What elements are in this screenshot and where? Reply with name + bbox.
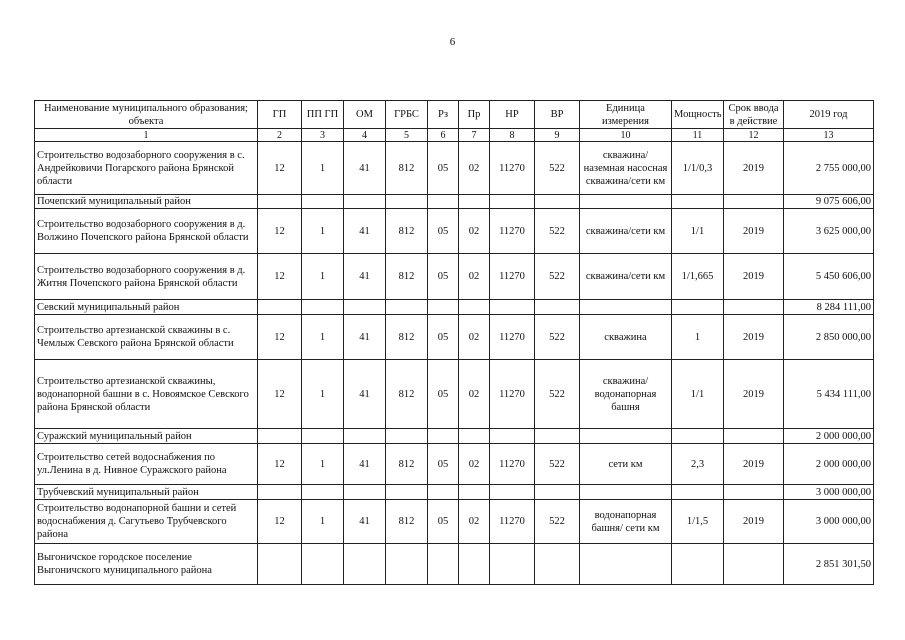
om-cell: 41 — [344, 444, 386, 485]
pr-cell: 02 — [459, 360, 490, 429]
vr-cell: 522 — [535, 209, 580, 254]
rz-cell: 05 — [428, 142, 459, 195]
amount-cell: 2 755 000,00 — [784, 142, 874, 195]
pr-cell: 02 — [459, 254, 490, 300]
object-name-cell: Суражский муниципальный район — [35, 429, 258, 444]
column-number: 4 — [344, 129, 386, 142]
column-number: 11 — [672, 129, 724, 142]
object-row — [35, 209, 874, 254]
district-row — [35, 195, 874, 209]
term-cell — [724, 429, 784, 444]
nr-cell: 11270 — [490, 444, 535, 485]
amount-cell: 3 625 000,00 — [784, 209, 874, 254]
term-cell: 2019 — [724, 444, 784, 485]
object-name-cell: Строительство водозаборного сооружения в д. Волжино Почепского района Брянской области — [35, 209, 258, 254]
column-number: 10 — [580, 129, 672, 142]
power-cell: 1/1 — [672, 209, 724, 254]
amount-cell: 8 284 111,00 — [784, 300, 874, 315]
rz-cell: 05 — [428, 254, 459, 300]
ppgp-cell — [302, 429, 344, 444]
unit-cell — [580, 544, 672, 585]
vr-cell — [535, 429, 580, 444]
rz-cell: 05 — [428, 315, 459, 360]
rz-cell — [428, 195, 459, 209]
nr-cell — [490, 544, 535, 585]
unit-cell — [580, 429, 672, 444]
term-cell: 2019 — [724, 142, 784, 195]
gp-cell — [258, 300, 302, 315]
om-cell: 41 — [344, 315, 386, 360]
header-unit: Единица измерения — [580, 101, 672, 129]
amount-cell: 3 000 000,00 — [784, 500, 874, 544]
unit-cell — [580, 195, 672, 209]
object-name-cell: Строительство водозаборного сооружения в с. Андрейковичи Погарского района Брянской области — [35, 142, 258, 195]
pr-cell — [459, 485, 490, 500]
pr-cell: 02 — [459, 209, 490, 254]
pr-cell — [459, 429, 490, 444]
power-cell — [672, 544, 724, 585]
grbs-cell: 812 — [386, 444, 428, 485]
grbs-cell: 812 — [386, 142, 428, 195]
object-name-cell: Севский муниципальный район — [35, 300, 258, 315]
pr-cell: 02 — [459, 500, 490, 544]
grbs-cell — [386, 195, 428, 209]
unit-cell: скважина/ водонапорная башня — [580, 360, 672, 429]
vr-cell — [535, 544, 580, 585]
budget-table — [34, 100, 874, 585]
amount-cell: 2 851 301,50 — [784, 544, 874, 585]
gp-cell — [258, 195, 302, 209]
grbs-cell — [386, 429, 428, 444]
om-cell — [344, 195, 386, 209]
object-name-cell: Строительство артезианской скважины, водонапорной башни в с. Новоямское Севского района Брянской области — [35, 360, 258, 429]
vr-cell: 522 — [535, 444, 580, 485]
header-grbs: ГРБС — [386, 101, 428, 129]
vr-cell: 522 — [535, 142, 580, 195]
ppgp-cell: 1 — [302, 142, 344, 195]
gp-cell: 12 — [258, 360, 302, 429]
rz-cell — [428, 485, 459, 500]
header-term: Срок ввода в действие — [724, 101, 784, 129]
power-cell — [672, 429, 724, 444]
object-name-cell: Строительство водонапорной башни и сетей водоснабжения д. Сагутьево Трубчевского района — [35, 500, 258, 544]
district-row — [35, 485, 874, 500]
gp-cell — [258, 485, 302, 500]
district-row — [35, 300, 874, 315]
header-name: Наименование муниципального образования; объекта — [35, 101, 258, 129]
object-name-cell: Строительство водозаборного сооружения в д. Житня Почепского района Брянской области — [35, 254, 258, 300]
vr-cell — [535, 485, 580, 500]
header-year: 2019 год — [784, 101, 874, 129]
header-nr: НР — [490, 101, 535, 129]
rz-cell: 05 — [428, 500, 459, 544]
column-number: 5 — [386, 129, 428, 142]
unit-cell: скважина/сети км — [580, 254, 672, 300]
grbs-cell: 812 — [386, 315, 428, 360]
gp-cell: 12 — [258, 444, 302, 485]
page-number: 6 — [449, 36, 456, 48]
column-number: 1 — [35, 129, 258, 142]
ppgp-cell: 1 — [302, 254, 344, 300]
column-number: 2 — [258, 129, 302, 142]
amount-cell: 3 000 000,00 — [784, 485, 874, 500]
power-cell: 1 — [672, 315, 724, 360]
term-cell — [724, 485, 784, 500]
ppgp-cell — [302, 544, 344, 585]
om-cell: 41 — [344, 500, 386, 544]
power-cell: 1/1,5 — [672, 500, 724, 544]
ppgp-cell: 1 — [302, 360, 344, 429]
om-cell: 41 — [344, 254, 386, 300]
vr-cell: 522 — [535, 315, 580, 360]
term-cell: 2019 — [724, 209, 784, 254]
power-cell — [672, 485, 724, 500]
term-cell: 2019 — [724, 500, 784, 544]
gp-cell — [258, 429, 302, 444]
power-cell — [672, 300, 724, 315]
amount-cell: 2 000 000,00 — [784, 444, 874, 485]
pr-cell — [459, 544, 490, 585]
pr-cell: 02 — [459, 315, 490, 360]
om-cell: 41 — [344, 209, 386, 254]
grbs-cell — [386, 485, 428, 500]
amount-cell: 9 075 606,00 — [784, 195, 874, 209]
rz-cell — [428, 300, 459, 315]
header-row — [35, 101, 874, 129]
column-number: 3 — [302, 129, 344, 142]
object-row — [35, 444, 874, 485]
header-power: Мощность — [672, 101, 724, 129]
term-cell: 2019 — [724, 360, 784, 429]
rz-cell: 05 — [428, 360, 459, 429]
grbs-cell: 812 — [386, 254, 428, 300]
unit-cell: сети км — [580, 444, 672, 485]
ppgp-cell: 1 — [302, 500, 344, 544]
object-row — [35, 315, 874, 360]
header-rz: Рз — [428, 101, 459, 129]
term-cell: 2019 — [724, 315, 784, 360]
header-vr: ВР — [535, 101, 580, 129]
vr-cell — [535, 300, 580, 315]
unit-cell — [580, 485, 672, 500]
nr-cell — [490, 429, 535, 444]
header-ppgp: ПП ГП — [302, 101, 344, 129]
object-row — [35, 142, 874, 195]
grbs-cell — [386, 300, 428, 315]
gp-cell: 12 — [258, 315, 302, 360]
ppgp-cell — [302, 485, 344, 500]
column-number: 12 — [724, 129, 784, 142]
power-cell: 1/1/0,3 — [672, 142, 724, 195]
nr-cell: 11270 — [490, 254, 535, 300]
amount-cell: 5 450 606,00 — [784, 254, 874, 300]
term-cell — [724, 544, 784, 585]
om-cell: 41 — [344, 142, 386, 195]
nr-cell: 11270 — [490, 142, 535, 195]
gp-cell: 12 — [258, 254, 302, 300]
nr-cell — [490, 300, 535, 315]
district-row — [35, 429, 874, 444]
grbs-cell: 812 — [386, 360, 428, 429]
nr-cell — [490, 195, 535, 209]
amount-cell: 5 434 111,00 — [784, 360, 874, 429]
unit-cell: скважина/сети км — [580, 209, 672, 254]
object-name-cell: Почепский муниципальный район — [35, 195, 258, 209]
column-number-row — [35, 129, 874, 142]
rz-cell: 05 — [428, 209, 459, 254]
nr-cell: 11270 — [490, 500, 535, 544]
nr-cell: 11270 — [490, 209, 535, 254]
object-name-cell: Выгоничское городское поселение Выгоничского муниципального района — [35, 544, 258, 585]
pr-cell: 02 — [459, 444, 490, 485]
table-body — [35, 142, 874, 585]
power-cell: 1/1,665 — [672, 254, 724, 300]
gp-cell: 12 — [258, 142, 302, 195]
column-number: 9 — [535, 129, 580, 142]
nr-cell: 11270 — [490, 360, 535, 429]
amount-cell: 2 000 000,00 — [784, 429, 874, 444]
header-om: ОМ — [344, 101, 386, 129]
ppgp-cell — [302, 195, 344, 209]
column-number: 8 — [490, 129, 535, 142]
ppgp-cell: 1 — [302, 315, 344, 360]
vr-cell — [535, 195, 580, 209]
power-cell: 1/1 — [672, 360, 724, 429]
power-cell: 2,3 — [672, 444, 724, 485]
column-number: 7 — [459, 129, 490, 142]
vr-cell: 522 — [535, 360, 580, 429]
unit-cell — [580, 300, 672, 315]
grbs-cell: 812 — [386, 500, 428, 544]
unit-cell: скважина — [580, 315, 672, 360]
object-row — [35, 254, 874, 300]
om-cell — [344, 485, 386, 500]
amount-cell: 2 850 000,00 — [784, 315, 874, 360]
gp-cell: 12 — [258, 500, 302, 544]
term-cell — [724, 195, 784, 209]
om-cell — [344, 300, 386, 315]
object-row — [35, 360, 874, 429]
pr-cell — [459, 300, 490, 315]
gp-cell: 12 — [258, 209, 302, 254]
object-row — [35, 500, 874, 544]
pr-cell: 02 — [459, 142, 490, 195]
unit-cell: скважина/ наземная насосная скважина/сети км — [580, 142, 672, 195]
ppgp-cell: 1 — [302, 444, 344, 485]
om-cell — [344, 544, 386, 585]
gp-cell — [258, 544, 302, 585]
rz-cell — [428, 544, 459, 585]
rz-cell — [428, 429, 459, 444]
settlement-row — [35, 544, 874, 585]
object-name-cell: Строительство сетей водоснабжения по ул.Ленина в д. Нивное Суражского района — [35, 444, 258, 485]
term-cell — [724, 300, 784, 315]
object-name-cell: Трубчевский муниципальный район — [35, 485, 258, 500]
om-cell — [344, 429, 386, 444]
object-name-cell: Строительство артезианской скважины в с. Чемлыж Севского района Брянской области — [35, 315, 258, 360]
ppgp-cell: 1 — [302, 209, 344, 254]
grbs-cell: 812 — [386, 209, 428, 254]
unit-cell: водонапорная башня/ сети км — [580, 500, 672, 544]
pr-cell — [459, 195, 490, 209]
om-cell: 41 — [344, 360, 386, 429]
column-number: 6 — [428, 129, 459, 142]
vr-cell: 522 — [535, 254, 580, 300]
vr-cell: 522 — [535, 500, 580, 544]
nr-cell: 11270 — [490, 315, 535, 360]
header-gp: ГП — [258, 101, 302, 129]
term-cell: 2019 — [724, 254, 784, 300]
grbs-cell — [386, 544, 428, 585]
column-number: 13 — [784, 129, 874, 142]
ppgp-cell — [302, 300, 344, 315]
rz-cell: 05 — [428, 444, 459, 485]
header-pr: Пр — [459, 101, 490, 129]
power-cell — [672, 195, 724, 209]
nr-cell — [490, 485, 535, 500]
